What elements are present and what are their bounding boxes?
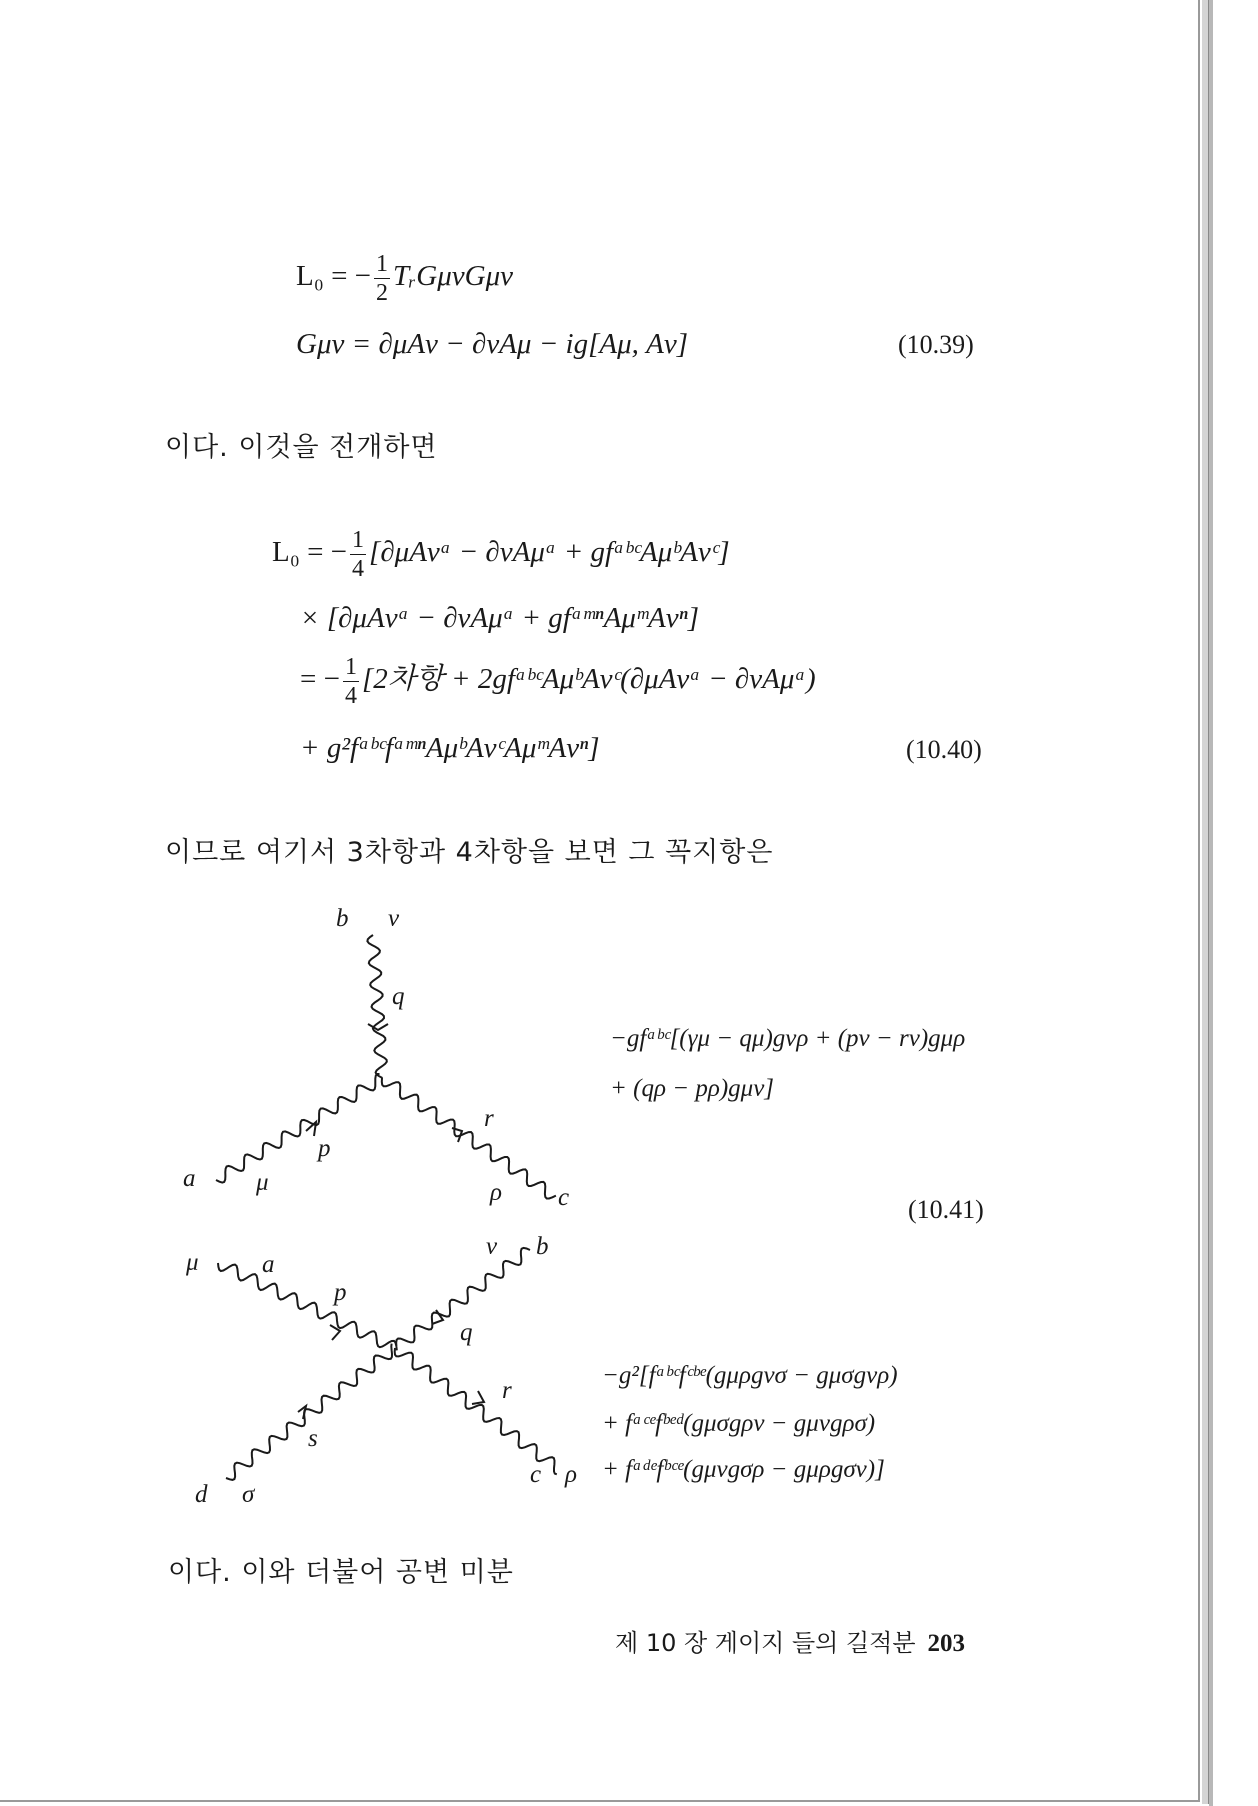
label-r: r xyxy=(484,1105,494,1132)
label-b: b xyxy=(536,1233,549,1260)
fraction-quarter-2 xyxy=(343,655,359,708)
three-gluon-vertex-diagram xyxy=(160,885,600,1215)
eq-10-40-line1-lhs: L₀ = − xyxy=(272,536,348,569)
eq-10-39-line1 xyxy=(296,252,513,305)
fraction-denominator: 4 xyxy=(344,683,357,709)
eq-10-40-line4: + g²fᵃᵇᶜfᵃᵐⁿAμᵇAνᶜAμᵐAνⁿ] xyxy=(300,732,600,764)
label-p: p xyxy=(318,1135,331,1162)
momentum-arrow-r xyxy=(472,1391,484,1404)
four-gluon-vertex-diagram xyxy=(160,1225,600,1515)
eq-10-40-line2: × [∂μAνᵃ − ∂νAμᵃ + gfᵃᵐⁿAμᵐAνⁿ] xyxy=(300,602,700,634)
eq-10-40-line1-rest: [∂μAνᵃ − ∂νAμᵃ + gfᵃᵇᶜAμᵇAνᶜ] xyxy=(369,536,730,569)
label-d: d xyxy=(195,1481,208,1508)
formula3-line2: + (qρ − pρ)gμν] xyxy=(610,1075,775,1102)
formula3-line1: −gfᵃᵇᶜ[(γμ − qμ)gνρ + (pν − rν)gμρ xyxy=(610,1025,966,1052)
eq-10-40-line3 xyxy=(300,655,816,708)
gluon-line-a xyxy=(216,1074,380,1183)
eq-10-39-line2: Gμν = ∂μAν − ∂νAμ − ig[Aμ, Aν] xyxy=(296,328,689,360)
page-edge xyxy=(1202,0,1209,1804)
formula4-line2: + fᵃᶜᵉfᵇᵉᵈ(gμσgρν − gμνgρσ) xyxy=(602,1410,876,1437)
page-footer xyxy=(615,1623,965,1658)
page-number: 203 xyxy=(927,1630,966,1657)
label-rho: ρ xyxy=(565,1461,577,1488)
chapter-title: 제 10 장 게이지 들의 길적분 xyxy=(615,1629,916,1657)
label-q: q xyxy=(392,983,405,1010)
eq-10-40-line3-lhs: = − xyxy=(300,663,340,696)
fraction-half xyxy=(374,252,390,305)
label-a: a xyxy=(262,1251,275,1278)
body-text-2: 이므로 여기서 3차항과 4차항을 보면 그 꼭지항은 xyxy=(165,837,774,868)
momentum-arrow-q xyxy=(368,1024,388,1030)
label-r: r xyxy=(502,1377,512,1404)
eq-10-40-line3-rest: [2차항 + 2gfᵃᵇᶜAμᵇAνᶜ(∂μAνᵃ − ∂νAμᵃ) xyxy=(361,663,816,696)
gluon-line-d-sigma xyxy=(226,1344,392,1480)
eq-10-41-number: (10.41) xyxy=(908,1195,984,1224)
label-b: b xyxy=(336,905,349,932)
label-sigma: σ xyxy=(242,1481,255,1508)
label-nu: ν xyxy=(388,905,400,932)
gluon-line-c xyxy=(382,1078,556,1199)
label-a: a xyxy=(183,1165,196,1192)
label-c: c xyxy=(530,1461,542,1488)
formula4-line3: + fᵃᵈᵉfᵇᶜᵉ(gμνgσρ − gμρgσν)] xyxy=(602,1456,885,1483)
page-edge-shadow xyxy=(1209,0,1213,1806)
label-mu: μ xyxy=(186,1249,199,1276)
body-text-3: 이다. 이와 더불어 공변 미분 xyxy=(168,1557,514,1588)
body-text-1: 이다. 이것을 전개하면 xyxy=(165,432,438,463)
label-q: q xyxy=(460,1319,473,1346)
gluon-line-c-rho xyxy=(395,1348,557,1474)
label-mu: μ xyxy=(256,1169,269,1196)
label-nu: ν xyxy=(486,1233,498,1260)
label-s: s xyxy=(308,1425,318,1452)
fraction-denominator: 2 xyxy=(376,280,389,306)
eq-10-39-line1-lhs: L₀ = − xyxy=(296,260,372,293)
eq-10-39-number: (10.39) xyxy=(898,330,974,359)
fraction-numerator: 1 xyxy=(376,251,389,277)
eq-10-40-number: (10.40) xyxy=(906,735,982,764)
eq-10-39-line1-rest: TᵣGμνGμν xyxy=(393,260,514,293)
fraction-quarter xyxy=(350,528,366,581)
gluon-line-mu-a xyxy=(218,1263,396,1347)
label-c: c xyxy=(558,1184,570,1211)
label-p: p xyxy=(334,1279,347,1306)
fraction-denominator: 4 xyxy=(352,556,365,582)
fraction-numerator: 1 xyxy=(344,654,357,680)
fraction-numerator: 1 xyxy=(352,527,365,553)
formula4-line1: −g²[fᵃᵇᶜfᶜᵇᵉ(gμρgνσ − gμσgνρ) xyxy=(602,1362,898,1389)
label-rho: ρ xyxy=(490,1179,502,1206)
gluon-line-b xyxy=(367,935,386,1078)
eq-10-40-line1 xyxy=(272,528,730,581)
